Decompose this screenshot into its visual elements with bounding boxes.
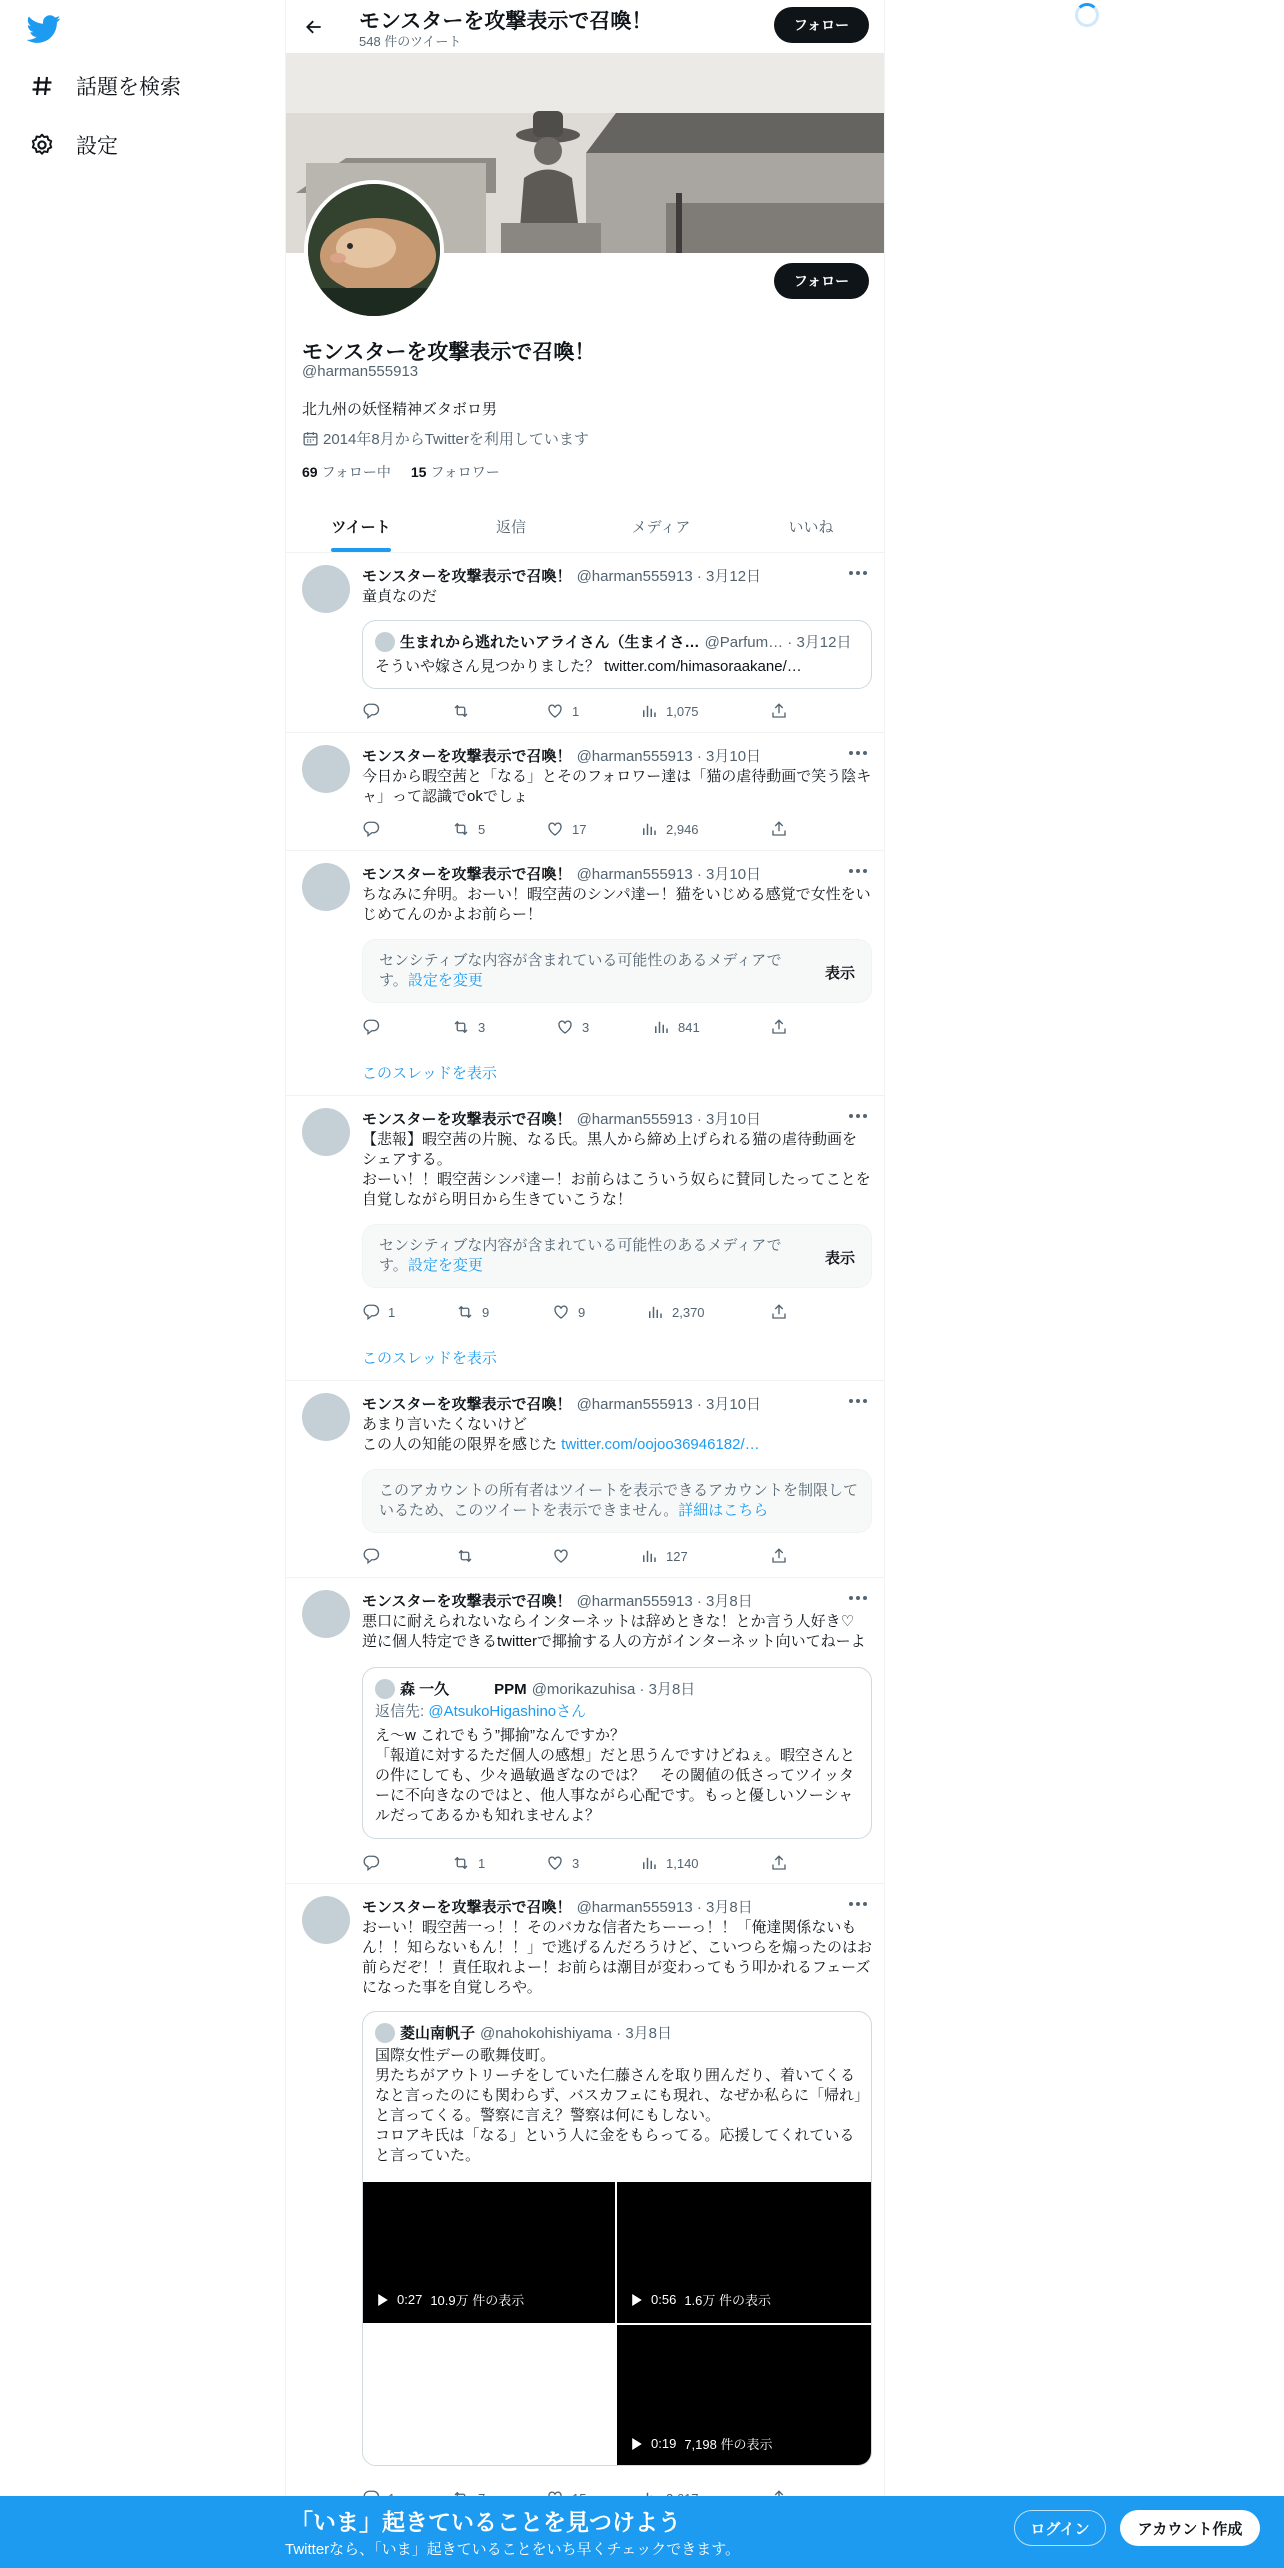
views-button[interactable] bbox=[640, 1853, 699, 1873]
retweet-button[interactable] bbox=[456, 1546, 482, 1566]
quote-text-plain: そういや嫁さん見つかりました？ bbox=[375, 658, 605, 675]
tweet-header bbox=[362, 863, 761, 884]
tweet-text: ちなみに弁明。おーい！暇空茜のシンパ達ー！猫をいじめる感覚で女性をいじめてんのかよお前らー！ bbox=[362, 886, 871, 923]
following-label: フォロー中 bbox=[321, 464, 391, 480]
sensitive-text bbox=[379, 1236, 789, 1276]
views-button[interactable] bbox=[646, 1302, 705, 1322]
video-views: 7,198 件の表示 bbox=[684, 2437, 773, 2452]
like-button[interactable] bbox=[552, 1302, 585, 1322]
profile-follow-button[interactable]: フォロー bbox=[774, 263, 869, 299]
author-name[interactable]: モンスターを攻撃表示で召喚！ bbox=[362, 1899, 572, 1916]
change-settings-link[interactable]: 設定を変更 bbox=[407, 972, 483, 989]
quoted-tweet[interactable] bbox=[362, 1667, 872, 1839]
share-icon bbox=[770, 702, 788, 720]
author-meta[interactable]: @harman555913 · 3月8日 bbox=[576, 1899, 753, 1916]
video-thumbnail[interactable] bbox=[617, 2325, 872, 2466]
followers-link[interactable] bbox=[411, 462, 500, 482]
quote-author-meta: @Parfum… · 3月12日 bbox=[704, 634, 852, 651]
more-options-icon[interactable] bbox=[846, 743, 870, 763]
restricted-message: このアカウントの所有者はツイートを表示できるアカウントを制限しているため、このツイートを表示できません。 bbox=[379, 1482, 858, 1519]
like-count: 1 bbox=[572, 703, 580, 719]
sidebar bbox=[0, 0, 286, 2568]
avatar[interactable] bbox=[302, 863, 350, 911]
sidebar-item-label: 話題を検索 bbox=[76, 76, 181, 99]
tweet-actions bbox=[362, 1546, 802, 1566]
avatar[interactable] bbox=[302, 1393, 350, 1441]
profile-joined-text: 2014年8月からTwitterを利用しています bbox=[323, 431, 589, 448]
quote-link[interactable]: twitter.com/himasoraakane/… bbox=[604, 658, 802, 675]
like-button[interactable] bbox=[556, 1017, 589, 1037]
arrow-left-icon bbox=[304, 17, 324, 37]
tweet[interactable] bbox=[286, 1884, 885, 2524]
video-meta bbox=[377, 2290, 524, 2309]
reply-icon bbox=[362, 702, 380, 720]
tweet[interactable] bbox=[286, 1578, 885, 1884]
reply-icon bbox=[362, 1303, 380, 1321]
share-button[interactable] bbox=[770, 1017, 796, 1037]
views-count: 127 bbox=[666, 1548, 688, 1564]
author-name[interactable]: モンスターを攻撃表示で召喚！ bbox=[362, 1111, 572, 1128]
video-duration: 0:27 bbox=[397, 2292, 423, 2307]
back-button[interactable] bbox=[296, 9, 332, 45]
more-options-icon[interactable] bbox=[846, 1391, 870, 1411]
video-meta bbox=[631, 2434, 772, 2453]
author-meta[interactable]: @harman555913 · 3月10日 bbox=[576, 866, 762, 883]
avatar-image bbox=[308, 184, 440, 316]
following-link[interactable] bbox=[302, 462, 391, 482]
heart-icon bbox=[552, 1303, 570, 1321]
quote-text: 国際女性デーの歌舞伎町。 男たちがアウトリーチをしていた仁藤さんを取り囲んだり、着いてくるなと言ったのにも関わらず、バスカフェにも現れ、なぜか私らに「帰れ」と言ってくる。警察に言え？警察は何にもしない。 コロアキ氏は「なる」という人に金をもらってる。応援してくれていると言っていた。 bbox=[375, 2047, 862, 2164]
author-meta[interactable]: @harman555913 · 3月10日 bbox=[576, 1396, 762, 1413]
views-icon bbox=[640, 1547, 658, 1565]
share-icon bbox=[770, 1303, 788, 1321]
tweet-header bbox=[362, 1108, 761, 1129]
reply-button[interactable] bbox=[362, 1302, 395, 1322]
retweet-icon bbox=[456, 1547, 474, 1565]
quote-text: え〜w これでもう”揶揄”なんですか？ 「報道に対するただ個人の感想」だと思うんですけどねぇ。暇空さんとの件にしても、少々過敏過ぎなのでは？ その閾値の低さってツイッターに不向きなのではと、他人事ながら心配です。もっと優しいソーシャルだってあるかも知れませんよ？ bbox=[375, 1727, 856, 1824]
views-icon bbox=[646, 1303, 664, 1321]
twitter-logo-icon[interactable] bbox=[27, 12, 61, 46]
play-icon bbox=[631, 2438, 643, 2450]
heart-icon bbox=[546, 820, 564, 838]
tweet-actions bbox=[362, 819, 802, 839]
header-follow-button[interactable]: フォロー bbox=[774, 7, 869, 43]
like-button[interactable] bbox=[546, 1853, 579, 1873]
tweet[interactable] bbox=[286, 851, 885, 1096]
hashtag-icon bbox=[28, 72, 56, 100]
avatar[interactable] bbox=[302, 1590, 350, 1638]
video-views: 10.9万 件の表示 bbox=[430, 2293, 525, 2308]
tweet-actions bbox=[362, 1017, 802, 1037]
views-button[interactable] bbox=[640, 819, 699, 839]
quote-author-name: 生まれから逃れたいアライさん（生まイさ… bbox=[400, 634, 700, 651]
avatar bbox=[375, 2023, 395, 2043]
reply-icon bbox=[362, 820, 380, 838]
tweet-text: 今日から暇空茜と「なる」とそのフォロワー達は「猫の虐待動画で笑う陰キャ」って認識でokでしょ bbox=[362, 768, 872, 805]
like-count: 3 bbox=[582, 1019, 590, 1035]
reply-icon bbox=[362, 1854, 380, 1872]
avatar[interactable] bbox=[302, 565, 350, 613]
heart-icon bbox=[546, 702, 564, 720]
views-button[interactable] bbox=[640, 1546, 688, 1566]
video-duration: 0:56 bbox=[651, 2292, 677, 2307]
quote-header bbox=[375, 2022, 672, 2043]
tweet-text: おーい！暇空茜一っ！！そのバカな信者たちーーっ！！「俺達関係ないもん！！知らないもん！！」で逃げるんだろうけど、こいつらを煽ったのはお前らだぞ！！責任取れよー！お前らは潮目が変わってもう叩かれるフェーズになった事を自覚しろや。 bbox=[362, 1919, 873, 1996]
profile-name: モンスターを攻撃表示で召喚！ bbox=[302, 341, 596, 364]
retweet-count: 5 bbox=[478, 821, 486, 837]
show-media-button[interactable]: 表示 bbox=[824, 1250, 855, 1267]
author-name[interactable]: モンスターを攻撃表示で召喚！ bbox=[362, 748, 572, 765]
like-count: 3 bbox=[572, 1855, 580, 1871]
retweet-icon bbox=[452, 1854, 470, 1872]
profile-bio: 北九州の妖怪精神ズタボロ男 bbox=[302, 401, 498, 418]
like-button[interactable] bbox=[552, 1546, 578, 1566]
share-button[interactable] bbox=[770, 1302, 796, 1322]
profile-joined bbox=[302, 428, 589, 449]
video-views: 1.6万 件の表示 bbox=[684, 2293, 771, 2308]
retweet-button[interactable] bbox=[452, 1853, 485, 1873]
followers-label: フォロワー bbox=[430, 464, 500, 480]
header-title: モンスターを攻撃表示で召喚！ bbox=[359, 10, 653, 33]
sidebar-item-label: 設定 bbox=[76, 135, 118, 158]
restricted-tweet-notice bbox=[362, 1469, 872, 1533]
sensitive-text bbox=[379, 951, 789, 991]
views-icon bbox=[640, 820, 658, 838]
author-meta[interactable]: @harman555913 · 3月10日 bbox=[576, 1111, 762, 1128]
profile-avatar[interactable] bbox=[304, 180, 444, 320]
heart-icon bbox=[546, 1854, 564, 1872]
quote-text bbox=[375, 657, 863, 677]
profile-tabs bbox=[286, 500, 885, 553]
retweet-button[interactable] bbox=[452, 819, 485, 839]
sensitive-media-warning bbox=[362, 939, 872, 1003]
views-count: 2,946 bbox=[666, 821, 699, 837]
author-name[interactable]: モンスターを攻撃表示で召喚！ bbox=[362, 866, 572, 883]
tab-tweets[interactable]: ツイート bbox=[286, 500, 436, 552]
quoted-tweet[interactable] bbox=[362, 2011, 872, 2466]
avatar[interactable] bbox=[302, 1108, 350, 1156]
show-media-button[interactable]: 表示 bbox=[824, 965, 855, 982]
tweet[interactable] bbox=[286, 1381, 885, 1578]
more-options-icon[interactable] bbox=[846, 1588, 870, 1608]
profile-header-bar bbox=[286, 0, 885, 53]
views-button[interactable] bbox=[640, 701, 699, 721]
video-meta bbox=[631, 2290, 771, 2309]
reply-button[interactable] bbox=[362, 701, 388, 721]
sensitive-media-warning bbox=[362, 1224, 872, 1288]
like-button[interactable] bbox=[546, 701, 579, 721]
video-duration: 0:19 bbox=[651, 2436, 677, 2451]
sensitive-message: センシティブな内容が含まれている可能性のあるメディアです。 bbox=[379, 1237, 782, 1274]
restricted-text bbox=[379, 1481, 859, 1521]
share-icon bbox=[770, 1018, 788, 1036]
following-count: 69 bbox=[302, 464, 318, 480]
signup-banner-subtitle: Twitterなら、「いま」起きていることをいち早くチェックできます。 bbox=[285, 2541, 741, 2558]
views-count: 841 bbox=[678, 1019, 700, 1035]
quote-author-name: 菱山南帆子 bbox=[400, 2025, 476, 2042]
tweet-header bbox=[362, 1393, 761, 1414]
tweet-text-line: あまり言いたくないけど bbox=[362, 1416, 528, 1433]
quote-author-name: 森 一久 PPM bbox=[400, 1681, 527, 1698]
learn-more-link[interactable]: 詳細はこちら bbox=[678, 1502, 769, 1519]
play-icon bbox=[631, 2294, 643, 2306]
calendar-icon bbox=[302, 430, 319, 447]
share-button[interactable] bbox=[770, 819, 796, 839]
tab-likes[interactable]: いいね bbox=[788, 518, 834, 536]
change-settings-link[interactable]: 設定を変更 bbox=[407, 1257, 483, 1274]
author-name[interactable]: モンスターを攻撃表示で召喚！ bbox=[362, 568, 572, 585]
video-thumbnail[interactable] bbox=[617, 2182, 872, 2323]
reply-button[interactable] bbox=[362, 819, 388, 839]
avatar[interactable] bbox=[302, 1896, 350, 1944]
tweet-header bbox=[362, 1590, 753, 1611]
reply-to-label: 返信先: bbox=[375, 1703, 429, 1720]
signup-banner-title: 「いま」起きていることを見つけよう bbox=[290, 2509, 681, 2535]
tweet-text: 【悲報】暇空茜の片腕、なる氏。黒人から締め上げられる猫の虐待動画をシェアする。 おーい！！暇空茜シンパ達ー！お前らはこういう奴らに賛同したってことを自覚しながら明日から生きていこうな！ bbox=[362, 1131, 871, 1208]
share-button[interactable] bbox=[770, 701, 796, 721]
more-options-icon[interactable] bbox=[846, 1894, 870, 1914]
reply-button[interactable] bbox=[362, 1546, 388, 1566]
gear-icon bbox=[28, 131, 56, 159]
heart-icon bbox=[552, 1547, 570, 1565]
reply-button[interactable] bbox=[362, 1017, 388, 1037]
tweet-text: 童貞なのだ bbox=[362, 588, 438, 605]
loading-spinner-icon bbox=[1075, 3, 1099, 27]
signup-button[interactable]: アカウント作成 bbox=[1120, 2510, 1260, 2546]
views-icon bbox=[652, 1018, 670, 1036]
author-name[interactable]: モンスターを攻撃表示で召喚！ bbox=[362, 1396, 572, 1413]
followers-count: 15 bbox=[410, 464, 427, 480]
author-meta[interactable]: @harman555913 · 3月12日 bbox=[576, 568, 762, 585]
header-tweet-count: 548 件のツイート bbox=[359, 34, 462, 49]
like-count: 9 bbox=[578, 1304, 586, 1320]
heart-icon bbox=[556, 1018, 574, 1036]
author-name[interactable]: モンスターを攻撃表示で召喚！ bbox=[362, 1593, 572, 1610]
profile-stats bbox=[302, 462, 500, 482]
play-icon bbox=[377, 2294, 389, 2306]
tweet[interactable] bbox=[286, 733, 885, 851]
quote-author-meta: @nahokohishiyama · 3月8日 bbox=[480, 2025, 672, 2042]
quote-author-meta: @morikazuhisa · 3月8日 bbox=[531, 1681, 696, 1698]
tweet-actions bbox=[362, 701, 802, 721]
tweet[interactable] bbox=[286, 1096, 885, 1381]
signup-banner bbox=[0, 2496, 1284, 2568]
more-options-icon[interactable] bbox=[846, 563, 870, 583]
quote-reply-to bbox=[375, 1702, 863, 1722]
share-icon bbox=[770, 820, 788, 838]
share-icon bbox=[770, 1547, 788, 1565]
tweet-link[interactable]: twitter.com/oojoo36946182/… bbox=[561, 1436, 760, 1453]
retweet-button[interactable] bbox=[456, 1302, 489, 1322]
like-button[interactable] bbox=[546, 819, 586, 839]
share-icon bbox=[770, 1854, 788, 1872]
avatar bbox=[375, 1679, 395, 1699]
tab-media[interactable]: メディア bbox=[631, 518, 691, 536]
avatar bbox=[375, 632, 395, 652]
views-count: 1,075 bbox=[666, 703, 699, 719]
share-button[interactable] bbox=[770, 1853, 796, 1873]
reply-count: 1 bbox=[388, 1304, 396, 1320]
quote-header bbox=[375, 631, 852, 652]
show-thread-link[interactable]: このスレッドを表示 bbox=[362, 1350, 497, 1367]
tweet-header bbox=[362, 745, 761, 766]
reply-icon bbox=[362, 1547, 380, 1565]
sidebar-item-explore[interactable] bbox=[28, 64, 181, 108]
tweet[interactable] bbox=[286, 553, 885, 733]
profile-handle: @harman555913 bbox=[302, 363, 419, 380]
tweet-actions bbox=[362, 1302, 802, 1322]
retweet-button[interactable] bbox=[452, 701, 478, 721]
sidebar-item-settings[interactable] bbox=[28, 123, 118, 167]
retweet-count: 1 bbox=[478, 1855, 486, 1871]
views-count: 1,140 bbox=[666, 1855, 699, 1871]
avatar[interactable] bbox=[302, 745, 350, 793]
retweet-icon bbox=[452, 820, 470, 838]
retweet-icon bbox=[456, 1303, 474, 1321]
author-meta[interactable]: @harman555913 · 3月8日 bbox=[576, 1593, 753, 1610]
retweet-icon bbox=[452, 702, 470, 720]
login-button[interactable]: ログイン bbox=[1014, 2510, 1106, 2546]
profile-timeline bbox=[285, 0, 885, 2568]
video-thumbnail[interactable] bbox=[363, 2182, 615, 2323]
quote-header bbox=[375, 1678, 695, 1699]
reply-icon bbox=[362, 1018, 380, 1036]
tab-replies[interactable]: 返信 bbox=[495, 518, 526, 536]
tweet-actions bbox=[362, 1853, 802, 1873]
tweet-text-line: この人の知能の限界を感じた bbox=[362, 1436, 562, 1453]
reply-to-link[interactable]: @AtsukoHigashinoさん bbox=[428, 1703, 587, 1720]
more-options-icon[interactable] bbox=[846, 1106, 870, 1126]
retweet-count: 9 bbox=[482, 1304, 490, 1320]
tweet-header bbox=[362, 1896, 753, 1917]
video-thumbnail[interactable] bbox=[363, 2325, 615, 2466]
views-button[interactable] bbox=[652, 1017, 700, 1037]
tweet-text: 悪口に耐えられないならインターネットは辞めときな！とか言う人好き♡ 逆に個人特定できるtwitterで揶揄する人の方がインターネット向いてねーよ bbox=[362, 1613, 866, 1650]
tweet-text bbox=[362, 1415, 872, 1455]
more-options-icon[interactable] bbox=[846, 861, 870, 881]
sensitive-message: センシティブな内容が含まれている可能性のあるメディアです。 bbox=[379, 952, 782, 989]
retweet-button[interactable] bbox=[452, 1017, 485, 1037]
retweet-count: 3 bbox=[478, 1019, 486, 1035]
retweet-icon bbox=[452, 1018, 470, 1036]
quoted-tweet[interactable] bbox=[362, 620, 872, 689]
views-count: 2,370 bbox=[672, 1304, 705, 1320]
views-icon bbox=[640, 702, 658, 720]
show-thread-link[interactable]: このスレッドを表示 bbox=[362, 1065, 497, 1082]
share-button[interactable] bbox=[770, 1546, 796, 1566]
like-count: 17 bbox=[572, 821, 587, 837]
tweet-header bbox=[362, 565, 761, 586]
reply-button[interactable] bbox=[362, 1853, 388, 1873]
views-icon bbox=[640, 1854, 658, 1872]
author-meta[interactable]: @harman555913 · 3月10日 bbox=[576, 748, 762, 765]
